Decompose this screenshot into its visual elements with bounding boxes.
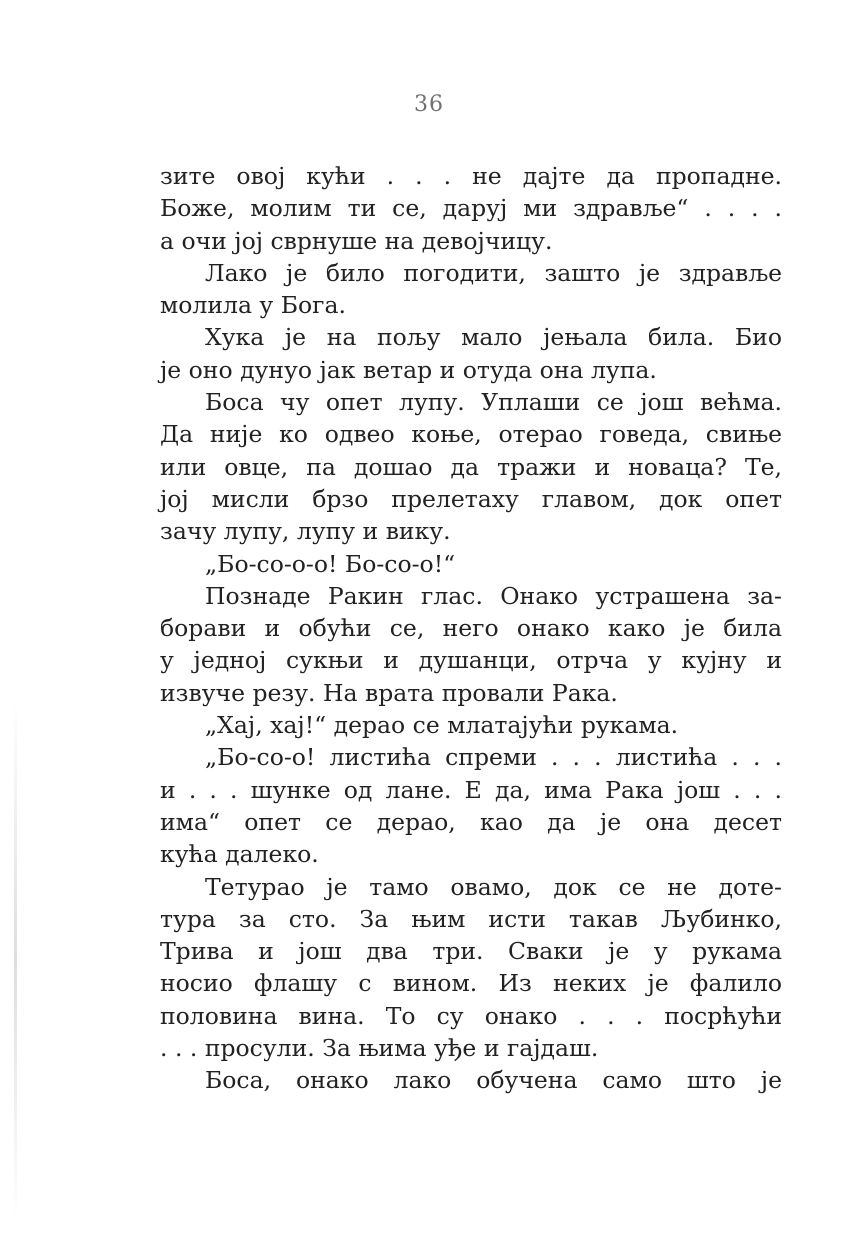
text-line: извуче резу. На врата провали Рака. — [160, 678, 618, 707]
text-line: „Хај, хај!“ дерао се млатајући рукама. — [205, 711, 679, 740]
text-line: Лако је било погодити, зашто је здравље — [205, 258, 782, 287]
text-line: носио флашу с вином. Из неких је фалило — [160, 969, 782, 998]
body-text — [160, 160, 782, 1097]
text-line: . . . просули. За њима уђе и гајдаш. — [160, 1034, 599, 1063]
text-line: „Бо-со-о-о! Бо-со-о!“ — [205, 549, 456, 578]
text-line: Боса, онако лако обучена само што је — [205, 1066, 782, 1095]
text-line: „Бо-со-о! листића спреми . . . листића . . . — [205, 743, 782, 772]
text-line: кућа далеко. — [160, 840, 319, 869]
text-line: Боса чу опет лупу. Уплаши се још већма. — [205, 388, 782, 417]
text-line: зачу лупу, лупу и вику. — [160, 517, 451, 546]
page-number: 36 — [414, 92, 444, 117]
text-line: има“ опет се дерао, као да је она десет — [160, 807, 782, 836]
text-line: Боже, молим ти се, даруј ми здравље“ . . . . — [160, 194, 782, 223]
text-line: или овце, па дошао да тражи и новаца? Те, — [160, 452, 782, 481]
scan-edge-shadow — [14, 700, 17, 1220]
text-line: Трива и још два три. Сваки је у рукама — [160, 937, 782, 966]
text-line: зите овој кући . . . не дајте да пропадне. — [160, 162, 782, 190]
text-line: је оно дунуо јак ветар и отуда она лупа. — [160, 355, 657, 384]
text-line: половина вина. То су онако . . . посрћући — [160, 1001, 782, 1030]
text-line: а очи јој сврнуше на девојчицу. — [160, 226, 553, 255]
text-line: Тетурао је тамо овамо, док се не доте- — [205, 872, 782, 901]
text-line: борави и обући се, него онако како је била — [160, 614, 782, 643]
text-line: и . . . шунке од лане. Е да, има Рака још . . . — [160, 775, 782, 804]
text-line: молила у Бога. — [160, 291, 346, 320]
text-line: Да није ко одвео коње, отерао говеда, свиње — [160, 420, 782, 449]
text-line: Хука је на пољу мало јењала била. Био — [205, 323, 782, 352]
text-line: јој мисли брзо прелетаху главом, док опет — [160, 484, 782, 513]
text-line: Познаде Ракин глас. Онако устрашена за- — [205, 581, 782, 610]
text-line: у једној сукњи и душанци, отрча у кујну и — [160, 646, 782, 675]
text-line: тура за сто. За њим исти такав Љубинко, — [160, 904, 782, 933]
